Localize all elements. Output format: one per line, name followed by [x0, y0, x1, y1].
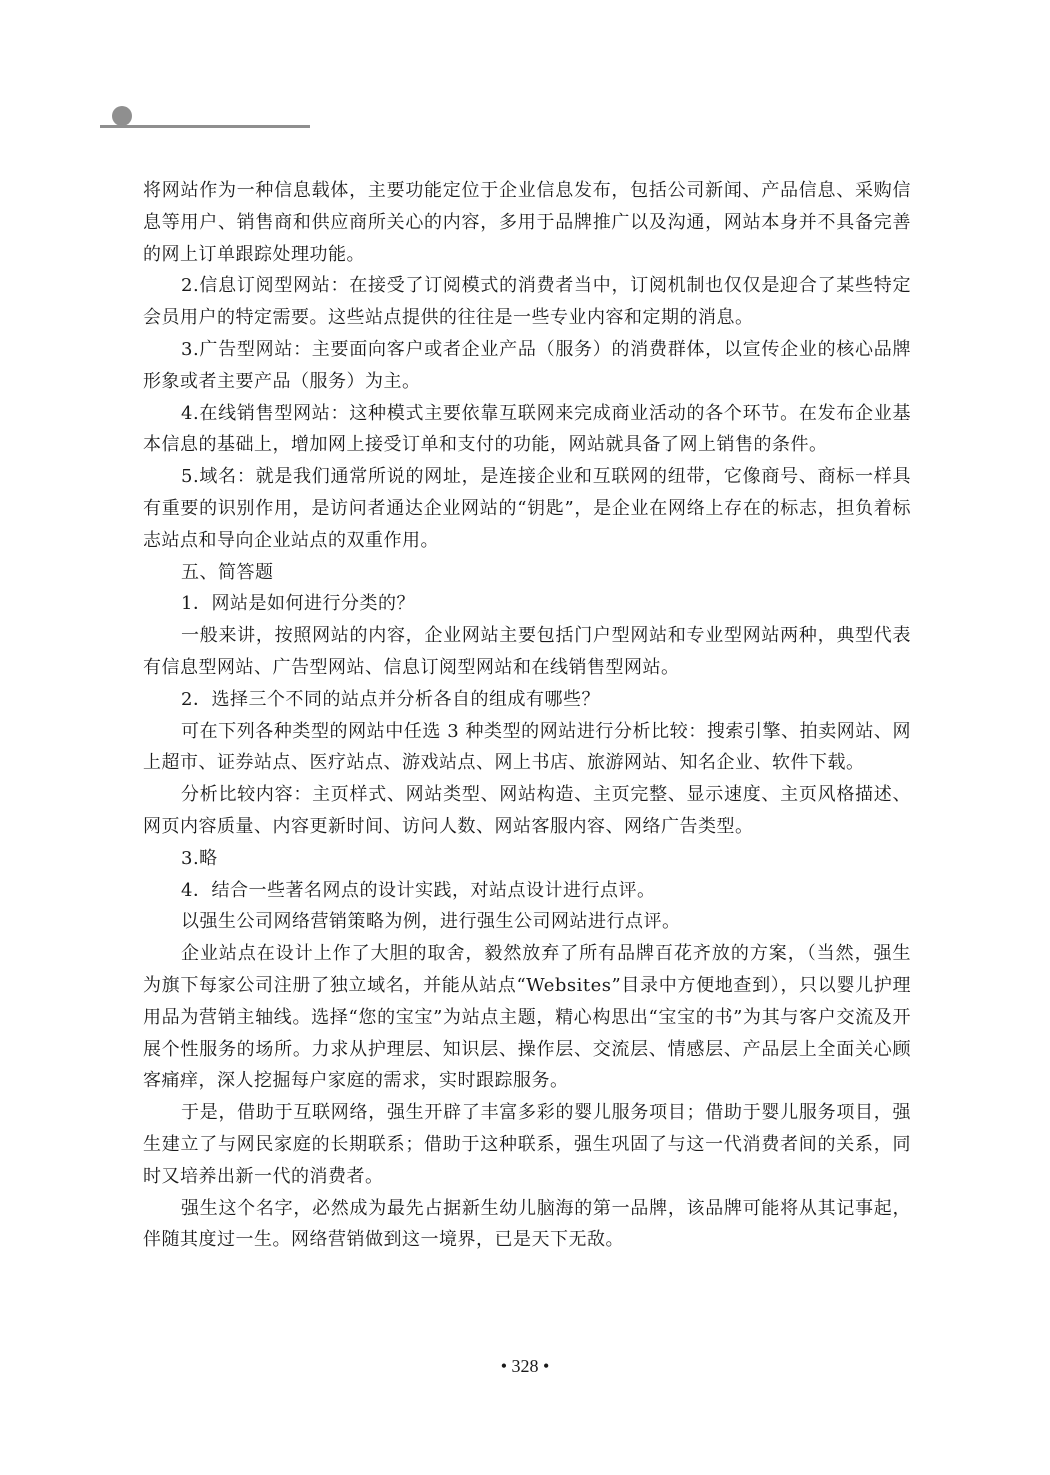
- paragraph: 4.在线销售型网站：这种模式主要依靠互联网来完成商业活动的各个环节。在发布企业基本信息的基础上，增加网上接受订单和支付的功能，网站就具备了网上销售的条件。: [143, 402, 911, 456]
- paragraph: 5.域名：就是我们通常所说的网址，是连接企业和互联网的纽带，它像商号、商标一样具有重要的识别作用，是访问者通达企业网站的“钥匙”，是企业在网络上存在的标志，担负着标志站点和导向企业站点的双重作用。: [143, 466, 911, 551]
- paragraph: 以强生公司网络营销策略为例，进行强生公司网站进行点评。: [181, 911, 681, 933]
- paragraph: 企业站点在设计上作了大胆的取舍，毅然放弃了所有品牌百花齐放的方案，（当然，强生为旗下每家公司注册了独立域名，并能从站点“Websites”目录中方便地查到），只以婴儿护理用品为营销主轴线。选择“您的宝宝”为站点主题，精心构思出“宝宝的书”为其与客户交流及开展个性服务的场所。力求从护理层、知识层、操作层、交流层、情感层、产品层上全面关心顾客痛痒，深人挖掘每户家庭的需求，实时跟踪服务。: [143, 943, 911, 1092]
- question: 3.略: [181, 847, 218, 869]
- paragraph: 一般来讲，按照网站的内容，企业网站主要包括门户型网站和专业型网站两种，典型代表有信息型网站、广告型网站、信息订阅型网站和在线销售型网站。: [143, 625, 911, 678]
- paragraph: 可在下列各种类型的网站中任选 3 种类型的网站进行分析比较：搜索引擎、拍卖网站、网上超市、证券站点、医疗站点、游戏站点、网上书店、旅游网站、知名企业、软件下载。: [143, 720, 911, 774]
- paragraph: 2.信息订阅型网站：在接受了订阅模式的消费者当中，订阅机制也仅仅是迎合了某些特定会员用户的特定需要。这些站点提供的往往是一些专业内容和定期的消息。: [143, 275, 911, 329]
- question: 2．选择三个不同的站点并分析各自的组成有哪些？: [181, 688, 600, 710]
- question: 4．结合一些著名网点的设计实践，对站点设计进行点评。: [181, 879, 656, 901]
- page-body: [143, 175, 911, 1256]
- header-rule: [100, 125, 310, 128]
- page-number: • 328 •: [500, 1356, 550, 1376]
- paragraph: 于是，借助于互联网络，强生开辟了丰富多彩的婴儿服务项目；借助于婴儿服务项目，强生建立了与网民家庭的长期联系；借助于这种联系，强生巩固了与这一代消费者间的关系，同时又培养出新一代的消费者。: [143, 1102, 911, 1187]
- paragraph: 3.广告型网站：主要面向客户或者企业产品（服务）的消费群体，以宣传企业的核心品牌形象或者主要产品（服务）为主。: [143, 338, 911, 392]
- question: 1．网站是如何进行分类的？: [181, 593, 415, 615]
- paragraph: 分析比较内容：主页样式、网站类型、网站构造、主页完整、显示速度、主页风格描述、网页内容质量、内容更新时间、访问人数、网站客服内容、网络广告类型。: [143, 784, 911, 837]
- section-heading: 五、简答题: [181, 561, 274, 583]
- page-header-decoration: [100, 104, 310, 128]
- header-dot-icon: [112, 106, 132, 126]
- paragraph: 强生这个名字，必然成为最先占据新生幼儿脑海的第一品牌，该品牌可能将从其记事起，伴随其度过一生。网络营销做到这一境界，已是天下无敌。: [143, 1197, 911, 1251]
- paragraph: 将网站作为一种信息载体，主要功能定位于企业信息发布，包括公司新闻、产品信息、采购信息等用户、销售商和供应商所关心的内容，多用于品牌推广以及沟通，网站本身并不具备完善的网上订单跟踪处理功能。: [143, 180, 911, 265]
